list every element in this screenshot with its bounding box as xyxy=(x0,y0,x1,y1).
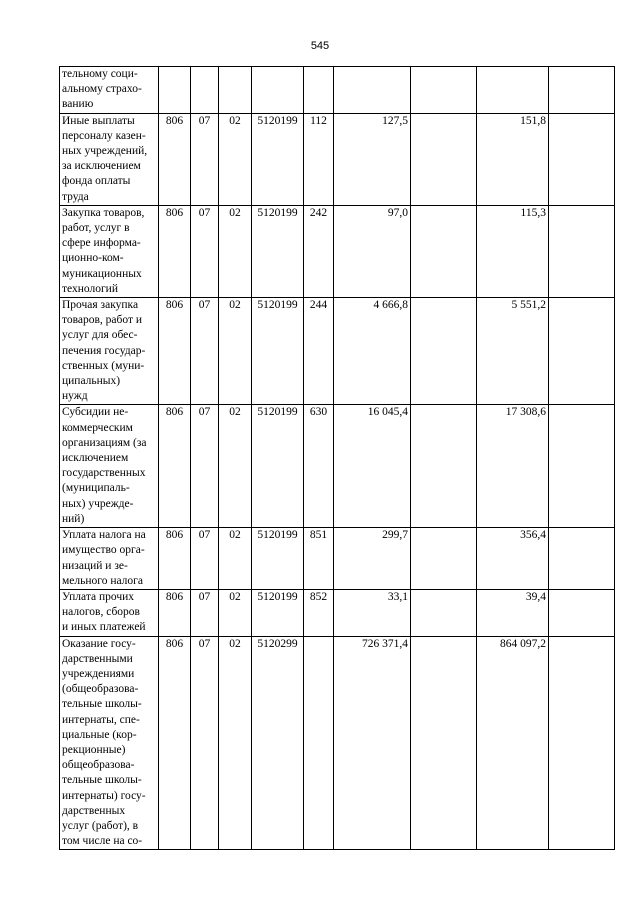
row-name-cell: Уплата налога на имущество орга- низаций и зе- мельного налога xyxy=(60,528,159,590)
amount-cell-4 xyxy=(549,67,615,114)
amount-cell-3: 864 097,2 xyxy=(477,636,549,850)
subsection-code-cell: 02 xyxy=(219,113,252,205)
amount-cell-4 xyxy=(549,113,615,205)
ved-code-cell: 806 xyxy=(159,113,191,205)
amount-cell-1: 726 371,4 xyxy=(334,636,411,850)
section-code-cell: 07 xyxy=(191,298,219,405)
table-row xyxy=(60,528,615,590)
amount-cell-3: 151,8 xyxy=(477,113,549,205)
amount-cell-4 xyxy=(549,589,615,636)
amount-cell-3 xyxy=(477,67,549,114)
target-item-code-cell: 5120199 xyxy=(252,113,304,205)
amount-cell-4 xyxy=(549,528,615,590)
amount-cell-2 xyxy=(411,67,477,114)
subsection-code-cell: 02 xyxy=(219,405,252,528)
target-item-code-cell: 5120199 xyxy=(252,405,304,528)
row-name-cell: тельному соци- альному страхо- ванию xyxy=(60,67,159,114)
target-item-code-cell: 5120199 xyxy=(252,528,304,590)
section-code-cell: 07 xyxy=(191,636,219,850)
amount-cell-1: 16 045,4 xyxy=(334,405,411,528)
row-name-cell: Прочая закупка товаров, работ и услуг для обес- печения государ- ственных (муни- ципальных) нужд xyxy=(60,298,159,405)
row-name-cell: Иные выплаты персоналу казен- ных учреждений, за исключением фонда оплаты труда xyxy=(60,113,159,205)
subsection-code-cell: 02 xyxy=(219,636,252,850)
ved-code-cell: 806 xyxy=(159,405,191,528)
row-name-cell: Закупка товаров, работ, услуг в сфере информа- ционно-ком- муникационных технологий xyxy=(60,205,159,297)
amount-cell-4 xyxy=(549,636,615,850)
amount-cell-1: 97,0 xyxy=(334,205,411,297)
expense-type-code-cell: 244 xyxy=(304,298,334,405)
section-code-cell: 07 xyxy=(191,405,219,528)
amount-cell-4 xyxy=(549,298,615,405)
subsection-code-cell: 02 xyxy=(219,205,252,297)
ved-code-cell: 806 xyxy=(159,298,191,405)
row-name-cell: Оказание госу- дарственными учреждениями (общеобразова- тельные школы- интернаты, спе- циальные (кор- рекционные) общеобразова- тельные школы- интернаты) госу- дарственных услуг (работ), в том числе на со- xyxy=(60,636,159,850)
target-item-code-cell xyxy=(252,67,304,114)
section-code-cell: 07 xyxy=(191,113,219,205)
budget-table xyxy=(59,66,615,850)
amount-cell-1: 127,5 xyxy=(334,113,411,205)
amount-cell-2 xyxy=(411,405,477,528)
amount-cell-3: 356,4 xyxy=(477,528,549,590)
amount-cell-2 xyxy=(411,636,477,850)
expense-type-code-cell xyxy=(304,67,334,114)
subsection-code-cell: 02 xyxy=(219,298,252,405)
subsection-code-cell: 02 xyxy=(219,528,252,590)
table-row xyxy=(60,405,615,528)
target-item-code-cell: 5120199 xyxy=(252,205,304,297)
table-row xyxy=(60,67,615,114)
target-item-code-cell: 5120199 xyxy=(252,298,304,405)
amount-cell-3: 17 308,6 xyxy=(477,405,549,528)
expense-type-code-cell: 242 xyxy=(304,205,334,297)
amount-cell-3: 115,3 xyxy=(477,205,549,297)
target-item-code-cell: 5120199 xyxy=(252,589,304,636)
row-name-cell: Субсидии не- коммерческим организациям (за исключением государственных (муниципаль- ных) учрежде- ний) xyxy=(60,405,159,528)
ved-code-cell xyxy=(159,67,191,114)
ved-code-cell: 806 xyxy=(159,589,191,636)
ved-code-cell: 806 xyxy=(159,528,191,590)
amount-cell-3: 39,4 xyxy=(477,589,549,636)
amount-cell-1: 299,7 xyxy=(334,528,411,590)
amount-cell-4 xyxy=(549,405,615,528)
table-body xyxy=(60,67,615,850)
amount-cell-2 xyxy=(411,528,477,590)
target-item-code-cell: 5120299 xyxy=(252,636,304,850)
expense-type-code-cell: 630 xyxy=(304,405,334,528)
table-row xyxy=(60,205,615,297)
subsection-code-cell xyxy=(219,67,252,114)
amount-cell-4 xyxy=(549,205,615,297)
amount-cell-2 xyxy=(411,205,477,297)
table-row xyxy=(60,298,615,405)
table-row xyxy=(60,113,615,205)
section-code-cell: 07 xyxy=(191,205,219,297)
row-name-cell: Уплата прочих налогов, сборов и иных платежей xyxy=(60,589,159,636)
expense-type-code-cell: 112 xyxy=(304,113,334,205)
ved-code-cell: 806 xyxy=(159,636,191,850)
amount-cell-3: 5 551,2 xyxy=(477,298,549,405)
amount-cell-2 xyxy=(411,113,477,205)
section-code-cell: 07 xyxy=(191,589,219,636)
section-code-cell: 07 xyxy=(191,528,219,590)
amount-cell-1: 4 666,8 xyxy=(334,298,411,405)
amount-cell-1: 33,1 xyxy=(334,589,411,636)
section-code-cell xyxy=(191,67,219,114)
expense-type-code-cell: 851 xyxy=(304,528,334,590)
ved-code-cell: 806 xyxy=(159,205,191,297)
amount-cell-2 xyxy=(411,298,477,405)
amount-cell-1 xyxy=(334,67,411,114)
page-number: 545 xyxy=(310,40,330,52)
table-row xyxy=(60,636,615,850)
amount-cell-2 xyxy=(411,589,477,636)
expense-type-code-cell xyxy=(304,636,334,850)
subsection-code-cell: 02 xyxy=(219,589,252,636)
expense-type-code-cell: 852 xyxy=(304,589,334,636)
table-row xyxy=(60,589,615,636)
